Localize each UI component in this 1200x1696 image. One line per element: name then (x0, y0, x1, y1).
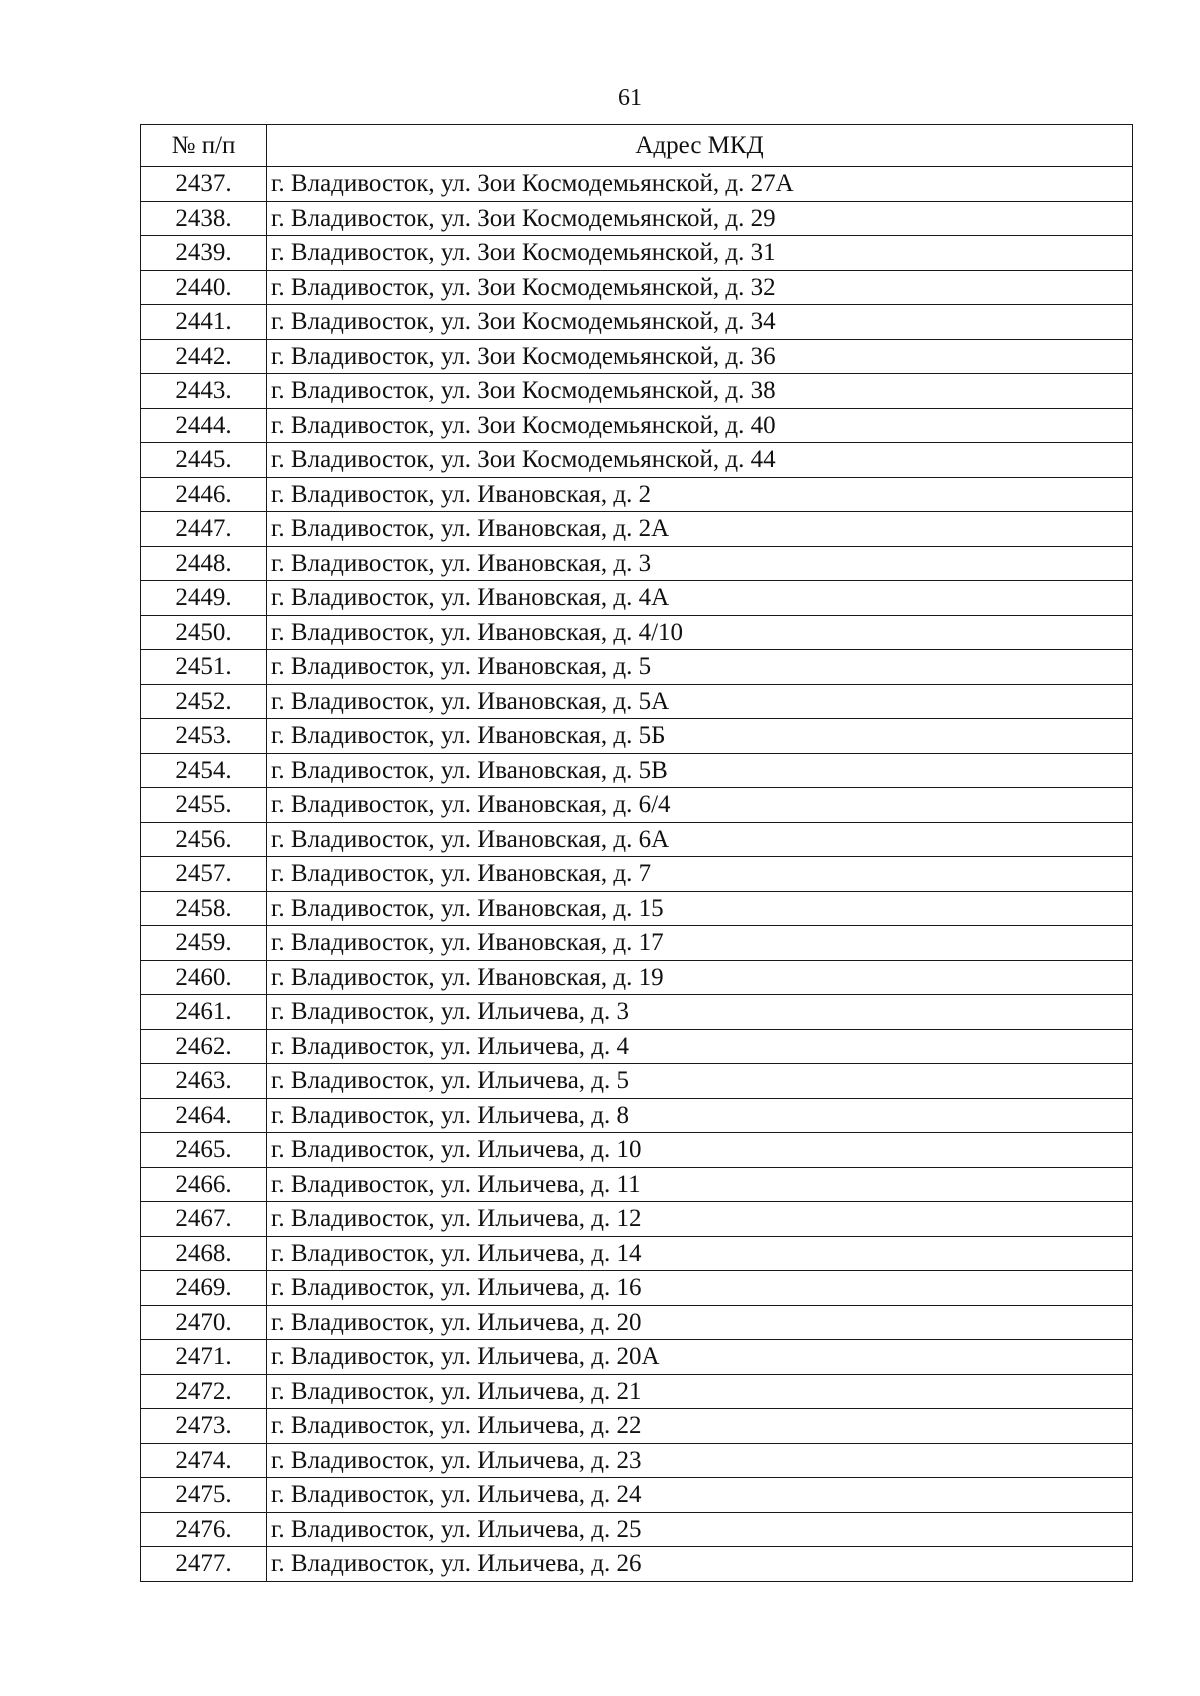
row-address: г. Владивосток, ул. Зои Космодемьянской, д. 27А (267, 167, 1133, 202)
table-row (141, 857, 1133, 892)
row-number: 2460. (141, 960, 267, 995)
row-number: 2463. (141, 1064, 267, 1099)
row-number: 2446. (141, 477, 267, 512)
table-row (141, 1133, 1133, 1168)
table-row (141, 1167, 1133, 1202)
row-address: г. Владивосток, ул. Ильичева, д. 22 (267, 1409, 1133, 1444)
table-row (141, 960, 1133, 995)
row-address: г. Владивосток, ул. Ивановская, д. 6А (267, 822, 1133, 857)
row-number: 2476. (141, 1512, 267, 1547)
row-number: 2451. (141, 650, 267, 685)
row-address: г. Владивосток, ул. Ильичева, д. 3 (267, 995, 1133, 1030)
row-number: 2437. (141, 167, 267, 202)
row-number: 2464. (141, 1098, 267, 1133)
row-number: 2454. (141, 753, 267, 788)
row-address: г. Владивосток, ул. Зои Космодемьянской, д. 38 (267, 374, 1133, 409)
row-number: 2472. (141, 1374, 267, 1409)
row-number: 2449. (141, 581, 267, 616)
table-row (141, 891, 1133, 926)
row-number: 2447. (141, 512, 267, 547)
row-number: 2471. (141, 1340, 267, 1375)
row-number: 2455. (141, 788, 267, 823)
row-number: 2450. (141, 615, 267, 650)
row-number: 2453. (141, 719, 267, 754)
row-address: г. Владивосток, ул. Зои Космодемьянской, д. 36 (267, 339, 1133, 374)
table-row (141, 788, 1133, 823)
row-number: 2442. (141, 339, 267, 374)
column-header-number: № п/п (141, 125, 267, 167)
table-row (141, 443, 1133, 478)
row-address: г. Владивосток, ул. Ивановская, д. 4/10 (267, 615, 1133, 650)
row-number: 2474. (141, 1443, 267, 1478)
table-row (141, 1305, 1133, 1340)
page-number: 61 (618, 85, 642, 111)
row-number: 2461. (141, 995, 267, 1030)
row-number: 2468. (141, 1236, 267, 1271)
row-address: г. Владивосток, ул. Ильичева, д. 26 (267, 1547, 1133, 1582)
row-number: 2465. (141, 1133, 267, 1168)
row-number: 2440. (141, 270, 267, 305)
row-address: г. Владивосток, ул. Ильичева, д. 16 (267, 1271, 1133, 1306)
row-address: г. Владивосток, ул. Ивановская, д. 5В (267, 753, 1133, 788)
table-row (141, 167, 1133, 202)
row-address: г. Владивосток, ул. Ильичева, д. 20А (267, 1340, 1133, 1375)
row-number: 2457. (141, 857, 267, 892)
row-address: г. Владивосток, ул. Зои Космодемьянской, д. 44 (267, 443, 1133, 478)
row-address: г. Владивосток, ул. Ильичева, д. 20 (267, 1305, 1133, 1340)
table-row (141, 477, 1133, 512)
table-row (141, 408, 1133, 443)
row-address: г. Владивосток, ул. Ивановская, д. 6/4 (267, 788, 1133, 823)
row-address: г. Владивосток, ул. Ивановская, д. 15 (267, 891, 1133, 926)
row-number: 2469. (141, 1271, 267, 1306)
table-row (141, 270, 1133, 305)
table-row (141, 512, 1133, 547)
table-row (141, 1409, 1133, 1444)
row-number: 2444. (141, 408, 267, 443)
table-row (141, 1340, 1133, 1375)
row-address: г. Владивосток, ул. Ивановская, д. 19 (267, 960, 1133, 995)
table-row (141, 236, 1133, 271)
address-table (140, 124, 1133, 1582)
row-number: 2458. (141, 891, 267, 926)
row-address: г. Владивосток, ул. Ильичева, д. 8 (267, 1098, 1133, 1133)
row-number: 2441. (141, 305, 267, 340)
table-row (141, 995, 1133, 1030)
table-row (141, 305, 1133, 340)
column-header-address: Адрес МКД (267, 125, 1133, 167)
table-row (141, 1029, 1133, 1064)
row-address: г. Владивосток, ул. Ильичева, д. 10 (267, 1133, 1133, 1168)
row-address: г. Владивосток, ул. Ивановская, д. 2 (267, 477, 1133, 512)
table-row (141, 1271, 1133, 1306)
row-number: 2459. (141, 926, 267, 961)
table-row (141, 1236, 1133, 1271)
row-number: 2477. (141, 1547, 267, 1582)
row-address: г. Владивосток, ул. Зои Космодемьянской, д. 40 (267, 408, 1133, 443)
row-number: 2445. (141, 443, 267, 478)
row-address: г. Владивосток, ул. Ильичева, д. 24 (267, 1478, 1133, 1513)
table-row (141, 1202, 1133, 1237)
row-number: 2438. (141, 201, 267, 236)
table-row (141, 1098, 1133, 1133)
table-row (141, 684, 1133, 719)
table-row (141, 1443, 1133, 1478)
table-row (141, 753, 1133, 788)
row-number: 2470. (141, 1305, 267, 1340)
row-number: 2466. (141, 1167, 267, 1202)
row-number: 2473. (141, 1409, 267, 1444)
row-number: 2456. (141, 822, 267, 857)
row-number: 2439. (141, 236, 267, 271)
row-address: г. Владивосток, ул. Ивановская, д. 5А (267, 684, 1133, 719)
table-row (141, 615, 1133, 650)
row-address: г. Владивосток, ул. Ивановская, д. 17 (267, 926, 1133, 961)
row-address: г. Владивосток, ул. Ильичева, д. 5 (267, 1064, 1133, 1099)
row-number: 2443. (141, 374, 267, 409)
table-row (141, 201, 1133, 236)
row-address: г. Владивосток, ул. Зои Космодемьянской, д. 31 (267, 236, 1133, 271)
table-body (141, 167, 1133, 1582)
table-row (141, 581, 1133, 616)
table-header-row (141, 125, 1133, 167)
table-row (141, 822, 1133, 857)
row-address: г. Владивосток, ул. Ильичева, д. 4 (267, 1029, 1133, 1064)
table-row (141, 1374, 1133, 1409)
row-number: 2452. (141, 684, 267, 719)
row-address: г. Владивосток, ул. Ильичева, д. 12 (267, 1202, 1133, 1237)
table-row (141, 1512, 1133, 1547)
row-address: г. Владивосток, ул. Ивановская, д. 3 (267, 546, 1133, 581)
row-address: г. Владивосток, ул. Зои Космодемьянской, д. 34 (267, 305, 1133, 340)
row-number: 2462. (141, 1029, 267, 1064)
table-row (141, 1064, 1133, 1099)
row-address: г. Владивосток, ул. Ильичева, д. 14 (267, 1236, 1133, 1271)
row-address: г. Владивосток, ул. Ильичева, д. 25 (267, 1512, 1133, 1547)
row-address: г. Владивосток, ул. Ивановская, д. 4А (267, 581, 1133, 616)
row-number: 2448. (141, 546, 267, 581)
table-row (141, 926, 1133, 961)
table-row (141, 339, 1133, 374)
table-row (141, 650, 1133, 685)
row-address: г. Владивосток, ул. Зои Космодемьянской, д. 29 (267, 201, 1133, 236)
table-row (141, 1478, 1133, 1513)
row-address: г. Владивосток, ул. Ивановская, д. 2А (267, 512, 1133, 547)
row-address: г. Владивосток, ул. Ильичева, д. 21 (267, 1374, 1133, 1409)
row-address: г. Владивосток, ул. Ильичева, д. 11 (267, 1167, 1133, 1202)
row-address: г. Владивосток, ул. Ивановская, д. 5Б (267, 719, 1133, 754)
row-address: г. Владивосток, ул. Зои Космодемьянской, д. 32 (267, 270, 1133, 305)
row-number: 2475. (141, 1478, 267, 1513)
table-row (141, 719, 1133, 754)
table-row (141, 374, 1133, 409)
row-number: 2467. (141, 1202, 267, 1237)
table-row (141, 546, 1133, 581)
row-address: г. Владивосток, ул. Ивановская, д. 7 (267, 857, 1133, 892)
table-row (141, 1547, 1133, 1582)
row-address: г. Владивосток, ул. Ильичева, д. 23 (267, 1443, 1133, 1478)
row-address: г. Владивосток, ул. Ивановская, д. 5 (267, 650, 1133, 685)
